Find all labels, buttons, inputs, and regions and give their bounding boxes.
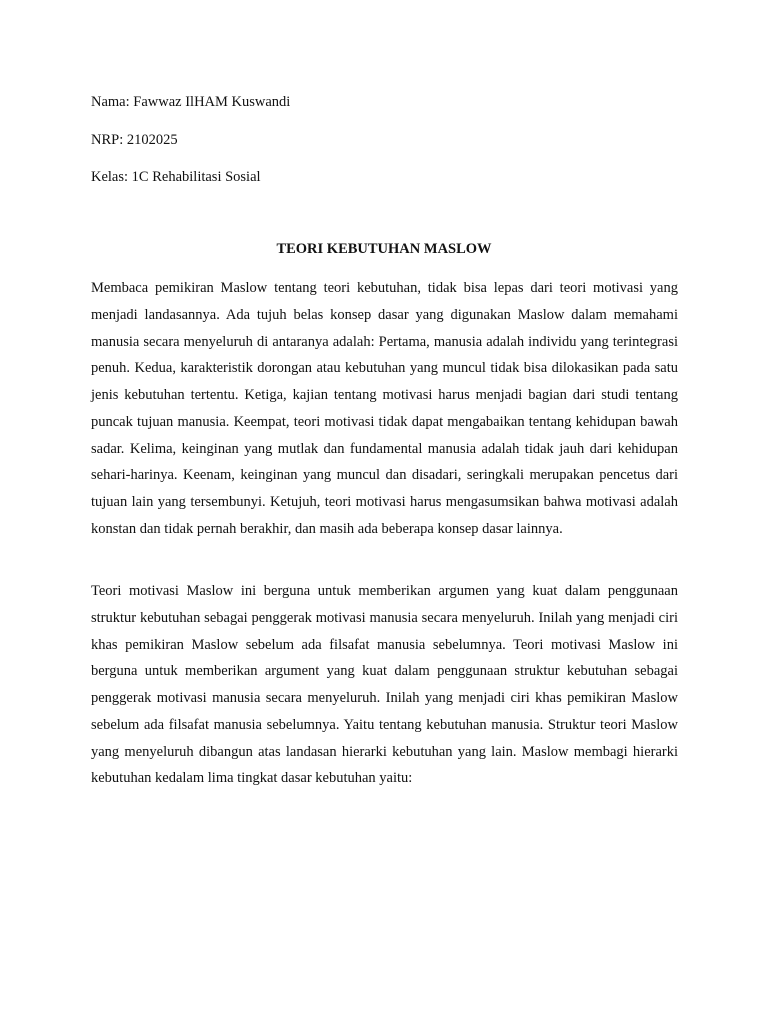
document-title: TEORI KEBUTUHAN MASLOW — [276, 241, 492, 257]
body-paragraph-2: Teori motivasi Maslow ini berguna untuk memberikan argumen yang kuat dalam penggunaan struktur kebutuhan sebagai penggerak motivasi manusia secara menyeluruh. Inilah yang menjadi ciri khas pemikiran Maslow sebelum ada filsafat manusia sebelumnya. Teori motivasi Maslow ini berguna untuk memberikan argument yang kuat dalam penggunaan struktur kebutuhan sebagai penggerak motivasi manusia secara menyeluruh. Inilah yang menjadi ciri khas pemikiran Maslow sebelum ada filsafat manusia sebelumnya. Yaitu tentang kebutuhan manusia. Struktur teori Maslow yang menyeluruh dibangun atas landasan hierarki kebutuhan yang lain. Maslow membagi hierarki kebutuhan kedalam lima tingkat dasar kebutuhan yaitu: — [91, 583, 678, 787]
student-name: Nama: Fawwaz IlHAM Kuswandi — [91, 94, 291, 110]
student-nrp: NRP: 2102025 — [91, 132, 178, 148]
body-paragraph-1: Membaca pemikiran Maslow tentang teori kebutuhan, tidak bisa lepas dari teori motivasi yang menjadi landasannya. Ada tujuh belas konsep dasar yang digunakan Maslow dalam memahami manusia secara menyeluruh di antaranya adalah: Pertama, manusia adalah individu yang terintegrasi penuh. Kedua, karakteristik dorongan atau kebutuhan yang muncul tidak bisa dilokasikan pada satu jenis kebutuhan tertentu. Ketiga, kajian tentang motivasi harus menjadi bagian dari studi tentang puncak tujuan manusia. Keempat, teori motivasi tidak dapat mengabaikan tentang kehidupan bawah sadar. Kelima, keinginan yang mutlak dan fundamental manusia adalah tidak jauh dari kehidupan sehari-harinya. Keenam, keinginan yang muncul dan disadari, seringkali merupakan pencetus dari tujuan lain yang tersembunyi. Ketujuh, teori motivasi harus mengasumsikan bahwa motivasi adalah konstan dan tidak pernah berakhir, dan masih ada beberapa konsep dasar lainnya. — [91, 280, 678, 537]
student-class: Kelas: 1C Rehabilitasi Sosial — [91, 169, 261, 185]
